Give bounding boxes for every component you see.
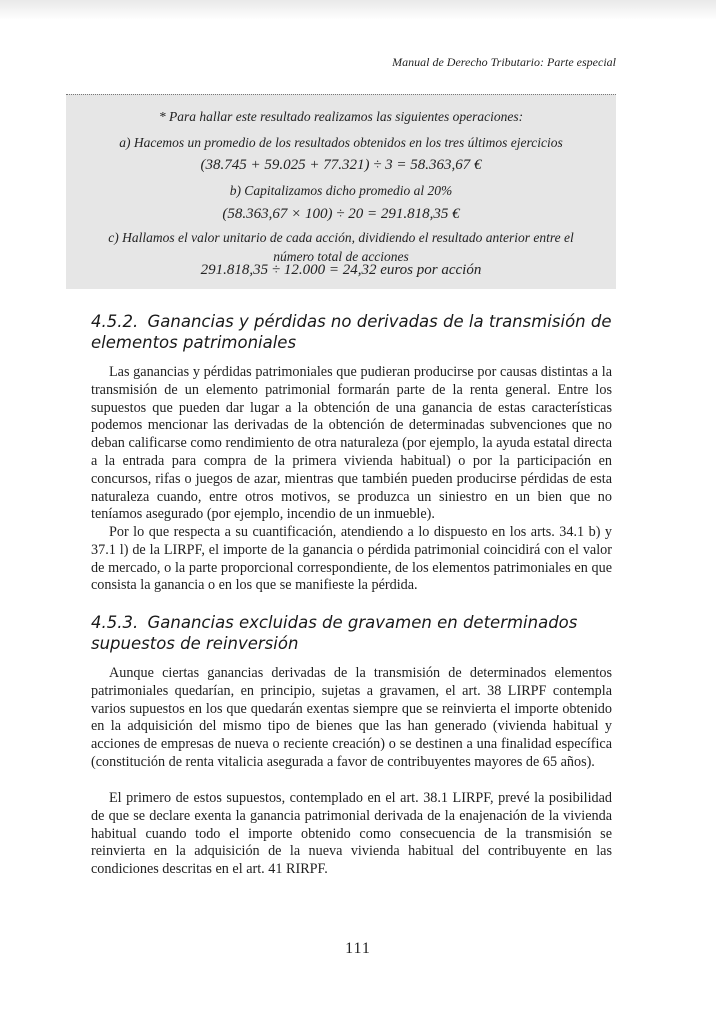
section-4-5-3-paragraph-1-text: Aunque ciertas ganancias derivadas de la transmisión de determinados elementos patrimoniales quedarían, en principio, sujetas a gravamen, el art. 38 LIRPF contempla varios supuestos en los que quedarán exentas siempre que se reinvierta el importe obtenido en la adquisición del mismo tipo de bienes que las han generado (vivienda habitual y acciones de empresas de nueva o reciente creación) o se destinen a una finalidad específica (constitución de renta vitalicia asegurada a favor de contribuyentes mayores de 65 años). xyxy=(91,665,612,770)
example-formula-b: (58.363,67 × 100) ÷ 20 = 291.818,35 € xyxy=(222,206,460,222)
section-4-5-3-title: Ganancias excluidas de gravamen en determinados supuestos de reinversión xyxy=(91,613,578,653)
section-4-5-3-number: 4.5.3. xyxy=(91,613,139,632)
section-4-5-2-paragraph-2 xyxy=(91,524,612,595)
example-step-a: a) Hacemos un promedio de los resultados obtenidos en los tres últimos ejercicios xyxy=(119,135,563,150)
section-4-5-3-paragraph-1 xyxy=(91,665,612,772)
example-step-c: c) Hallamos el valor unitario de cada acción, dividiendo el resultado anterior entre el número total de acciones xyxy=(108,230,574,264)
example-formula-a: (38.745 + 59.025 + 77.321) ÷ 3 = 58.363,67 € xyxy=(200,157,482,173)
section-4-5-2-number: 4.5.2. xyxy=(91,312,139,331)
scan-edge-shade xyxy=(0,0,716,20)
section-4-5-3-heading xyxy=(91,612,631,654)
section-4-5-2-paragraph-1-text: Las ganancias y pérdidas patrimoniales que pudieran producirse por causas distintas a la transmisión de un elemento patrimonial formarán parte de la renta general. Entre los supuestos que pueden dar lugar a la obtención de una ganancia de estas características podemos mencionar las derivadas de la obtención de determinadas subvenciones que no deban calificarse como rendimiento de otra naturaleza (por ejemplo, la ayuda estatal directa a la entrada para compra de la primera vivienda habitual) o por la participación en concursos, rifas o juegos de azar, mientras que también pueden producirse pérdidas de esta naturaleza cuando, entre otros motivos, se produzca un siniestro en un bien que no teníamos asegurado (por ejemplo, incendio de un inmueble). xyxy=(91,364,612,523)
section-4-5-2-paragraph-1 xyxy=(91,364,612,524)
section-4-5-3-paragraph-2-text: El primero de estos supuestos, contemplado en el art. 38.1 LIRPF, prevé la posibilidad de que se declare exenta la ganancia patrimonial derivada de la enajenación de la vivienda habitual cuando todo el importe obtenido como consecuencia de la transmisión se reinvierta en la adquisición de la nueva vivienda habitual del contribuyente en las condiciones descritas en el art. 41 RIRPF. xyxy=(91,790,612,878)
section-4-5-2-paragraph-2-text: Por lo que respecta a su cuantificación, atendiendo a lo dispuesto en los arts. 34.1 b) y 37.1 l) de la LIRPF, el importe de la ganancia o pérdida patrimonial coincidirá con el valor de mercado, o la parte proporcional correspondiente, de los elementos patrimoniales en que consista la ganancia o en los que se manifieste la pérdida. xyxy=(91,524,612,594)
section-4-5-2-title: Ganancias y pérdidas no derivadas de la transmisión de elementos patrimoniales xyxy=(91,312,612,352)
example-calculation-box xyxy=(66,94,616,289)
section-4-5-3-paragraph-2 xyxy=(91,790,612,879)
section-4-5-2-heading xyxy=(91,311,631,353)
example-formula-c: 291.818,35 ÷ 12.000 = 24,32 euros por acción xyxy=(200,262,482,278)
example-intro: * Para hallar este resultado realizamos las siguientes operaciones: xyxy=(158,109,524,124)
running-header: Manual de Derecho Tributario: Parte especial xyxy=(392,55,616,69)
example-step-b: b) Capitalizamos dicho promedio al 20% xyxy=(229,183,453,198)
page-number: 111 xyxy=(345,940,371,957)
